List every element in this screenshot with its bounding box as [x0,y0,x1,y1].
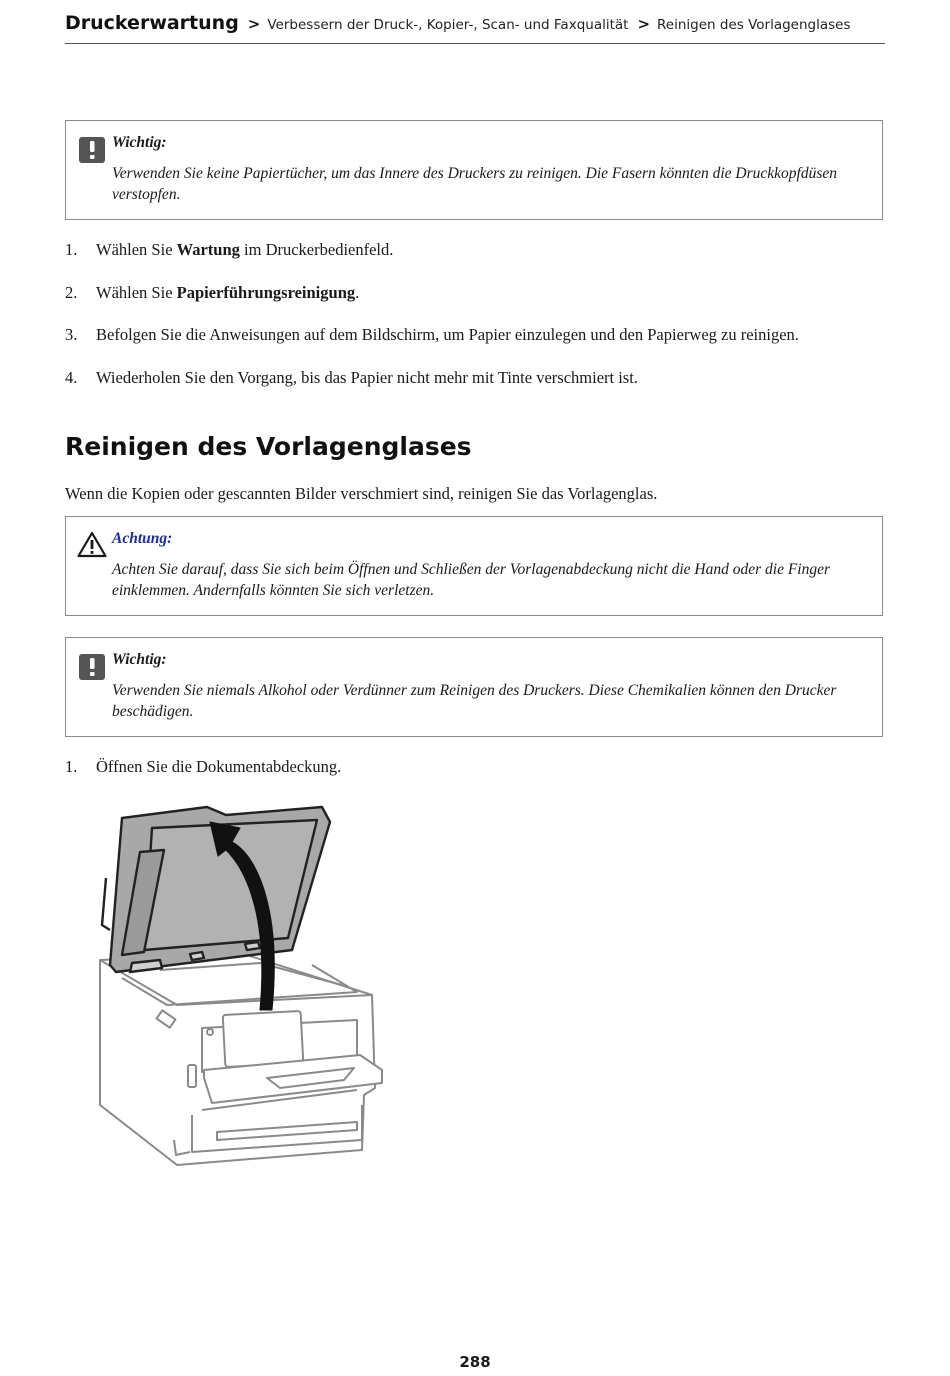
step-text: Wiederholen Sie den Vorgang, bis das Papier nicht mehr mit Tinte verschmiert ist. [96,368,638,387]
breadcrumb-separator: > [637,15,651,33]
important-note-2 [65,637,883,737]
page-number: 288 [459,1353,491,1371]
step-number: 4. [65,368,78,387]
step-number: 2. [65,283,78,302]
section-intro: Wenn die Kopien oder gescannten Bilder verschmiert sind, reinigen Sie das Vorlagenglas. [65,484,658,503]
note-body: Achten Sie darauf, dass Sie sich beim Öffnen und Schließen der Vorlagenabdeckung nicht die Hand oder die Finger einklemmen. Andernfalls könnten Sie sich verletzen. [112,561,831,599]
breadcrumb-crumb-2[interactable]: Reinigen des Vorlagenglases [657,17,851,33]
warning-triangle-icon [77,531,107,563]
step-text: Wählen Sie [96,240,177,259]
step-text: . [355,283,360,302]
list-item [65,368,638,388]
note-body: Verwenden Sie niemals Alkohol oder Verdünner zum Reinigen des Druckers. Diese Chemikalien können den Drucker beschädigen. [112,682,837,720]
step-text: Befolgen Sie die Anweisungen auf dem Bildschirm, um Papier einzulegen und den Papierweg zu reinigen. [96,325,799,344]
important-icon [79,654,105,685]
step-menu-item: Wartung [176,240,240,259]
step-number: 1. [65,757,78,776]
step-menu-item: Papierführungsreinigung [176,283,356,302]
breadcrumb-crumb-1[interactable]: Verbessern der Druck-, Kopier-, Scan- und Faxqualität [267,17,629,33]
list-item [65,283,359,303]
step-text: Öffnen Sie die Dokumentabdeckung. [96,757,342,776]
step-number: 3. [65,325,78,344]
caution-note [65,516,883,616]
note-body: Verwenden Sie keine Papiertücher, um das Innere des Druckers zu reinigen. Die Fasern könnten die Druckkopfdüsen verstopfen. [112,165,838,203]
list-item [65,240,393,260]
important-note-1 [65,120,883,220]
note-title: Achtung: [112,530,173,547]
step-number: 1. [65,240,78,259]
list-item [65,325,799,345]
important-icon [79,137,105,168]
note-title: Wichtig: [112,134,167,151]
step-text: Wählen Sie [96,283,177,302]
printer-open-lid-illustration [92,800,392,1175]
breadcrumb-separator: > [247,15,261,33]
breadcrumb [65,12,885,44]
list-item [65,757,341,777]
section-heading: Reinigen des Vorlagenglases [65,432,472,461]
breadcrumb-section[interactable]: Druckerwartung [65,12,239,34]
note-title: Wichtig: [112,651,167,668]
step-text: im Druckerbedienfeld. [239,240,394,259]
